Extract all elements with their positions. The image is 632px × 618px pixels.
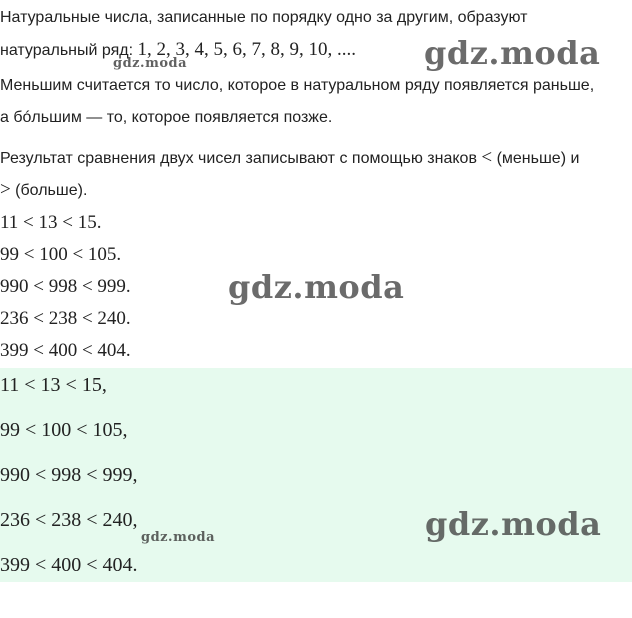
- example-line: 990 < 998 < 999.: [0, 276, 131, 297]
- answer-line: 399 < 400 < 404.: [0, 554, 138, 576]
- answer-line: 236 < 238 < 240,: [0, 509, 138, 531]
- example-line: 236 < 238 < 240.: [0, 308, 131, 329]
- example-line: 399 < 400 < 404.: [0, 340, 131, 361]
- watermark-logo: gdz.moda: [228, 268, 405, 306]
- comparison-text-a: Результат сравнения двух чисел записывают с помощью знаков: [0, 150, 482, 167]
- comparison-text-b: (меньше) и: [492, 150, 580, 167]
- theory-line-4: а бóльшим — то, которое появляется позже.: [0, 109, 333, 126]
- answer-block: [0, 368, 632, 582]
- comparison-text-c: (больше).: [10, 182, 88, 199]
- answer-line: 11 < 13 < 15,: [0, 374, 107, 396]
- less-than-symbol: <: [481, 147, 493, 168]
- answer-line: 990 < 998 < 999,: [0, 464, 138, 486]
- example-line: 11 < 13 < 15.: [0, 212, 102, 233]
- natural-series-math: 1, 2, 3, 4, 5, 6, 7, 8, 9, 10, ....: [137, 39, 357, 60]
- natural-series-label: натуральный ряд:: [0, 42, 138, 59]
- theory-line-1: Натуральные числа, записанные по порядку одно за другим, образуют: [0, 9, 528, 26]
- greater-than-symbol: >: [0, 179, 11, 200]
- watermark-logo: gdz.moda: [141, 530, 216, 545]
- theory-line-3: Меньшим считается то число, которое в натуральном ряду появляется раньше,: [0, 77, 595, 94]
- theory-line-6: [0, 174, 632, 207]
- watermark-logo: gdz.moda: [113, 56, 188, 71]
- example-line: 99 < 100 < 105.: [0, 244, 122, 265]
- theory-line-5: [0, 142, 632, 175]
- answer-line: 99 < 100 < 105,: [0, 419, 128, 441]
- watermark-logo: gdz.moda: [424, 34, 601, 72]
- watermark-logo: gdz.moda: [425, 505, 602, 543]
